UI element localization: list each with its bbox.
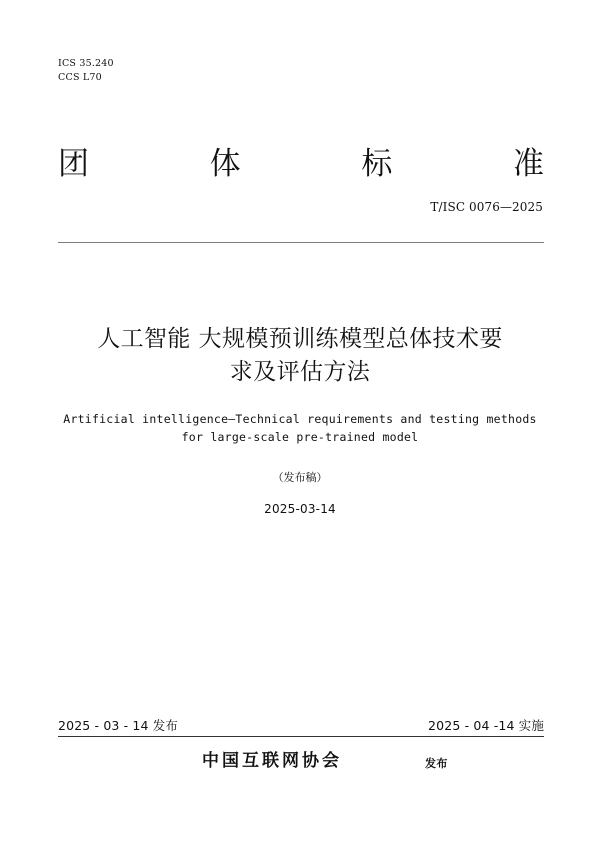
ccs-code: CCS L70 <box>58 72 102 83</box>
implementation-date: 2025 - 04 -14 实施 <box>428 718 544 733</box>
bottom-divider <box>58 736 544 737</box>
standard-type <box>58 145 544 183</box>
standard-type-char-2: 体 <box>209 146 241 182</box>
ics-code: ICS 35.240 <box>58 58 114 69</box>
standard-type-char-1: 团 <box>58 146 89 182</box>
english-title-line-1: Artificial intelligence—Technical requirements and testing methods <box>63 412 537 426</box>
draft-date: 2025-03-14 <box>264 502 336 516</box>
publisher-name: 中国互联网协会 <box>202 751 342 771</box>
chinese-title-line-1: 人工智能 大规模预训练模型总体技术要 <box>97 326 503 352</box>
standard-number: T/ISC 0076—2025 <box>430 200 543 214</box>
issue-date: 2025 - 03 - 14 发布 <box>58 718 179 733</box>
standard-type-char-3: 标 <box>361 146 393 182</box>
draft-label: （发布稿） <box>272 471 328 484</box>
english-title-line-2: for large-scale pre-trained model <box>181 430 419 444</box>
standard-type-char-4: 准 <box>512 146 544 182</box>
top-divider <box>58 242 544 243</box>
chinese-title-line-2: 求及评估方法 <box>229 359 371 385</box>
publish-word: 发布 <box>425 757 448 770</box>
